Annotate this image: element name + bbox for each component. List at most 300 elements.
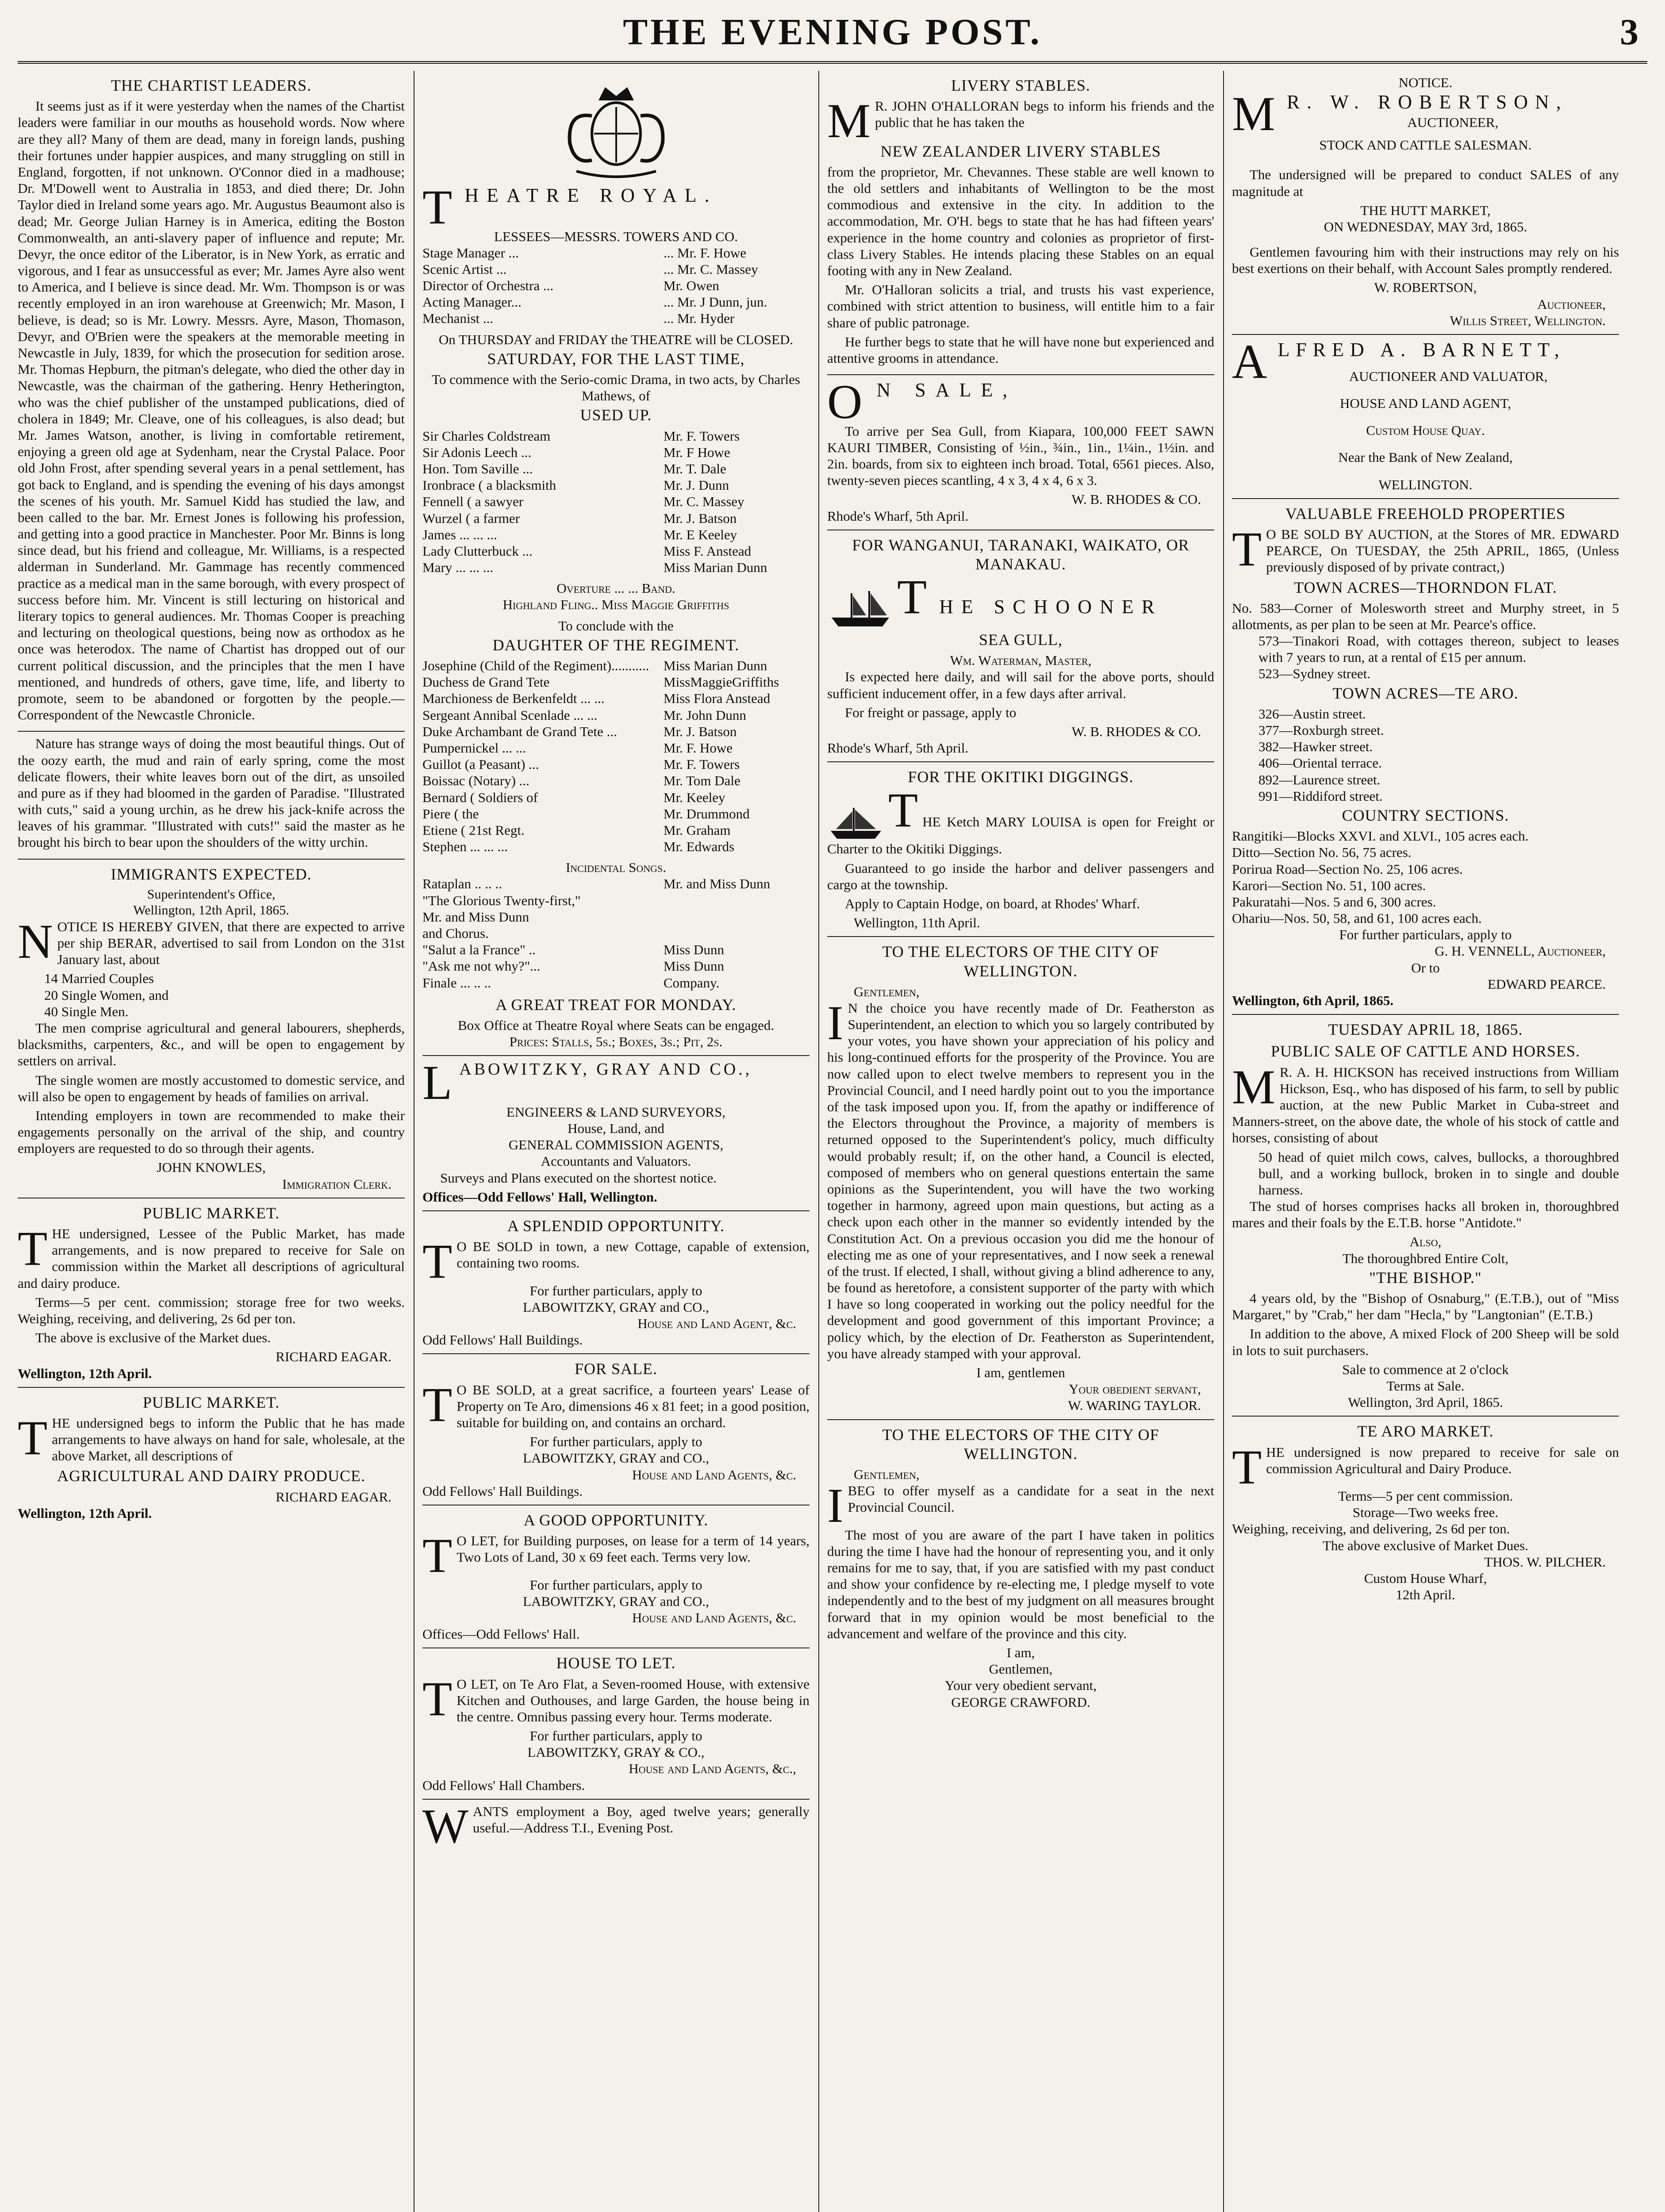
name-cell: ... Mr. C. Massey: [664, 261, 758, 277]
ad-text: For further particulars, apply to: [529, 1434, 702, 1450]
ad-closing: Gentlemen,: [989, 1661, 1053, 1677]
ad-subheading: A GREAT TREAT FOR MONDAY.: [495, 995, 737, 1014]
role-cell: Bernard ( Soldiers of: [422, 789, 538, 805]
ad-heading: IMMIGRANTS EXPECTED.: [111, 865, 312, 883]
ad-heading: HE SCHOONER: [939, 596, 1162, 618]
ad-big-text: AGRICULTURAL AND DAIRY PRODUCE.: [57, 1467, 366, 1485]
article-chartist-leaders: [18, 71, 405, 732]
article-body: It seems just as if it were yesterday when the names of the Chartist leaders were familiar in our mouths as household words. Now where are they all? Many of them are dead, many in foreign lands, pushing their fortunes under happier auspices, and many struggling on still in England, forgotten, if not unknown. O'Connor died in a madhouse; Dr. M'Dowell went to Australia in 1853, and died there; Dr. John Taylor died in Ireland some years ago. Mr. Augustus Beaumont also is dead; Mr. George Julian Harney is in America, editing the Boston Commonwealth, an anti-slavery paper of influence and repute; Mr. Devyr, the once editor of the Liberator, is in New York, as erratic and vigorous, and I fear as unsuccessful as ever; Mr. James Ayre also went to America, and I believe is since dead. Mr. Wm. Thompson is or was recently employed in an iron warehouse at Greenwich; Mr. Mason, I believe, is dead; so is Mr. Lowry. Messrs. Ayre, Mason, Thomason, Devyr, and O'Brien were the speakers at the memorable meeting in Newcastle in July, 1839, for which the prosecution for sedition arose. Mr. Thomas Hepburn, the pitman's delegate, who died the other day in Newcastle, was the chairman of the gathering. Henry Hetherington, who was the chief publisher of the unstamped publications, died of cholera in 1849; Mr. Cleave, one of his colleagues, is also dead; but Mr. James Watson, another, is living in comfortable retirement, enjoying a green old age at Sydenham, near the Crystal Palace. Poor old John Frost, after spending several years in a penal settlement, has got back to England, and is spending the evening of his days amongst the scenes of his youth. Mr. Samuel Kidd has studied the law, and been called to the bar. Mr. Ernest Jones is following his profession, and getting into a good practice in Manchester. Poor Mr. Binns is long since dead, but his friend and colleague, Mr. Williams, is a respected alderman in Sunderland. Mr. Gammage has recently commenced practice as a medical man in the same borough, with every prospect of success before him. Mr. Vincent is still lecturing on historical and literary topics to general audiences. Mr. Thomas Cooper is preaching and lecturing on theological questions, being now as orthodox as he once was heterodox. The name of Chartist has dropped out of our current political discussion, and the principles that the men I have mentioned, and hundreds of others, gave time, life, and liberty to promote, seem to be abandoned or forgotten by the people.—Correspondent of the Newcastle Chronicle.: [18, 98, 405, 723]
drop-cap: I: [827, 1479, 844, 1533]
ad-text: Guaranteed to go inside the harbor and deliver passengers and cargo at the township.: [827, 860, 1214, 892]
ad-body: ANTS employment a Boy, aged twelve years; generally useful.—Address T.I., Evening Post.: [472, 1803, 809, 1836]
column-divider: [1223, 71, 1224, 2212]
list-item: Karori—Section No. 51, 100 acres.: [1232, 877, 1426, 893]
ad-text: WELLINGTON.: [1378, 476, 1473, 492]
drop-cap: T: [897, 570, 935, 624]
name-cell: Mr. Edwards: [664, 839, 735, 855]
ad-livery-stables: [827, 71, 1214, 375]
role-cell: Piere ( the: [422, 806, 479, 822]
ad-text: STOCK AND CATTLE SALESMAN.: [1319, 137, 1532, 153]
role-cell: Rataplan .. .. ..: [422, 876, 502, 892]
ad-robertson: [1232, 71, 1619, 335]
table-row: [422, 707, 809, 723]
drop-cap: N: [18, 914, 53, 968]
table-row: [422, 723, 809, 740]
newspaper-title: THE EVENING POST.: [623, 12, 1042, 53]
ad-body: The most of you are aware of the part I have taken in politics during the time I have had the honour of representing you, and it only remains for me to say, that, if you are satisfied with my past conduct and show your confidence by re-electing me, I pledge myself to vote independently and to the best of my judgment on all measures brought forward that in my opinion would be most beneficial to the advancement and welfare of the province and this city.: [827, 1527, 1214, 1641]
name-cell: Mr. T. Dale: [664, 461, 726, 476]
ad-heading: LIVERY STABLES.: [951, 77, 1090, 94]
ad-text: Apply to Captain Hodge, on board, at Rhodes' Wharf.: [845, 895, 1140, 911]
ad-body: HE Ketch MARY LOUISA is open for Freight or Charter to the Okitiki Diggings.: [827, 814, 1214, 857]
role-cell: Pumpernickel ... ...: [422, 740, 526, 756]
table-row: [422, 657, 809, 674]
list-item: 406—Oriental terrace.: [1258, 755, 1382, 771]
role-cell: Lady Clutterbuck ...: [422, 543, 533, 559]
ad-body: Mr. O'Halloran solicits a trial, and trusts his vast experience, combined with strict attention to business, will entitle him to a fair share of public patronage.: [827, 282, 1214, 330]
table-row: [422, 310, 809, 326]
ad-heading: PUBLIC SALE OF CATTLE AND HORSES.: [1270, 1042, 1581, 1060]
column-2: [422, 71, 809, 2212]
ad-text: Accountants and Valuators.: [541, 1153, 691, 1169]
table-row: [422, 543, 809, 559]
ad-on-sale: [827, 375, 1214, 530]
name-cell: Miss Flora Anstead: [664, 691, 771, 707]
ad-heading: A GOOD OPPORTUNITY.: [523, 1511, 709, 1529]
ad-text: House, Land, and: [568, 1121, 664, 1136]
role-cell: Director of Orchestra ...: [422, 278, 554, 294]
ad-note: The above is exclusive of the Market dues.: [35, 1330, 271, 1346]
table-row: [422, 493, 809, 510]
ad-office: Odd Fellows' Hall Buildings.: [422, 1332, 583, 1348]
ad-lessees: LESSEES—MESSRS. TOWERS AND CO.: [494, 228, 738, 244]
table-row: [422, 806, 809, 822]
ad-firm: House and Land Agents, &c.: [632, 1467, 796, 1482]
ad-body: Gentlemen favouring him with their instructions may rely on his best exertions on their behalf, with Account Sales promptly rendered.: [1232, 244, 1619, 276]
ad-text: To conclude with the: [558, 618, 674, 634]
ad-body: O LET, for Building purposes, on lease for a term of 14 years, Two Lots of Land, 30 x 69 feet each. Terms very low.: [457, 1533, 809, 1565]
drop-cap: T: [1232, 522, 1262, 576]
ad-text: Box Office at Theatre Royal where Seats can be engaged.: [457, 1017, 774, 1033]
ad-okitiki: [827, 762, 1214, 937]
name-cell: ... Mr. J Dunn, jun.: [664, 294, 767, 310]
ad-heading: FOR WANGANUI, TARANAKI, WAIKATO, OR MANAKAU.: [852, 536, 1189, 573]
name-cell: Mr. J. Batson: [664, 510, 737, 526]
ad-text: Weighing, receiving, and delivering, 2s 6d per ton.: [1232, 1521, 1510, 1537]
table-row: [422, 444, 809, 461]
ad-body: BEG to offer myself as a candidate for a seat in the next Provincial Council.: [848, 1483, 1214, 1515]
ad-heading: A SPLENDID OPPORTUNITY.: [507, 1217, 725, 1235]
song-list: [422, 876, 809, 991]
ad-text: Highland Fling.. Miss Maggie Griffiths: [503, 597, 729, 613]
ad-body: He further begs to state that he will have none but experienced and attentive grooms in attendance.: [827, 334, 1214, 366]
ad-text: Also,: [1409, 1234, 1442, 1250]
ad-freehold-properties: [1232, 499, 1619, 1015]
ad-date: 12th April.: [1396, 1587, 1455, 1603]
ad-firm: LABOWITZKY, GRAY and CO.,: [523, 1593, 709, 1609]
table-row: [422, 756, 809, 772]
drop-cap: L: [422, 1056, 455, 1110]
signer: GEORGE CRAWFORD.: [951, 1694, 1090, 1710]
name-cell: Mr. J. Dunn: [664, 477, 729, 493]
ad-firm: House and Land Agents, &c.: [632, 1609, 796, 1625]
role-cell: "Ask me not why?"...: [422, 958, 541, 974]
ad-text: For further particulars, apply to: [529, 1577, 702, 1593]
name-cell: [664, 909, 809, 925]
list-item: 573—Tinakori Road, with cottages thereon, subject to leases with 7 years to run, at a rental of £15 per annum.: [1258, 633, 1619, 665]
signer: G. H. VENNELL, Auctioneer,: [1435, 943, 1606, 959]
name-cell: Miss Dunn: [664, 958, 724, 974]
ad-electors-crawford: [827, 1420, 1214, 1716]
role-cell: Duchess de Grand Tete: [422, 674, 550, 690]
ad-office: Odd Fellows' Hall Chambers.: [422, 1777, 585, 1793]
ad-body: HE undersigned begs to inform the Public that he has made arrangements to have always on hand for sale, wholesale, at the above Market, all descriptions of: [52, 1415, 405, 1464]
drop-cap: T: [1232, 1440, 1262, 1494]
ad-date: Rhode's Wharf, 5th April.: [827, 508, 969, 524]
signer: THOS. W. PILCHER.: [1484, 1554, 1606, 1570]
drop-cap: I: [827, 995, 844, 1050]
table-row: [422, 277, 809, 294]
list-item: Pakuratahi—Nos. 5 and 6, 300 acres.: [1232, 894, 1436, 910]
role-cell: Marchioness de Berkenfeldt ... ...: [422, 691, 605, 707]
name-cell: Mr. Tom Dale: [664, 773, 740, 789]
ad-cattle-sale: [1232, 1015, 1619, 1417]
ad-body: Is expected here daily, and will sail for the above ports, should sufficient inducement offer, in a few days after arrival.: [827, 669, 1214, 701]
ad-text: The thoroughbred Entire Colt,: [1342, 1250, 1509, 1266]
name-cell: Mr. J. Batson: [664, 723, 737, 739]
ad-house-to-let: [422, 1648, 809, 1800]
ad-wants-employment: [422, 1799, 809, 1853]
masthead: [0, 0, 1665, 66]
signer: JOHN KNOWLES,: [157, 1160, 266, 1175]
ad-text: Overture ... ... Band.: [556, 580, 675, 596]
ad-body: R. A. H. HICKSON has received instructions from William Hickson, Esq., who has disposed of his farm, to sell by public auction, at the new Public Market in Cuba-street and Manners-street, on the above date, the whole of his stock of cattle and horses, consisting of about: [1232, 1064, 1619, 1146]
ad-heading: R. W. ROBERTSON,: [1286, 91, 1568, 113]
list-item: 892—Laurence street.: [1258, 772, 1381, 787]
name-cell: Miss Dunn: [664, 942, 724, 958]
drop-cap: A: [1232, 334, 1274, 389]
drop-cap: M: [1232, 1060, 1275, 1114]
ad-splendid-opportunity: [422, 1211, 809, 1354]
role-cell: and Chorus.: [422, 926, 489, 941]
list-item: Ohariu—Nos. 50, 58, and 61, 100 acres each.: [1232, 910, 1482, 926]
ketch-ship-icon: [827, 805, 885, 841]
ad-text: 50 head of quiet milch cows, calves, bullocks, a thoroughbred bull, and a working bullock, broken in to single and double harness.: [1258, 1149, 1619, 1198]
role-cell: Mr. and Miss Dunn: [422, 909, 529, 925]
list-item: 523—Sydney street.: [1258, 666, 1371, 682]
table-row: [422, 294, 809, 310]
name-cell: Mr. F. Towers: [664, 757, 740, 772]
ad-theatre-royal: [422, 71, 809, 1056]
ad-body: O BE SOLD, at a great sacrifice, a fourteen years' Lease of Property on Te Aro, dimensions 46 x 81 feet; in a good position, suitable for building on, and contains an orchard.: [457, 1382, 809, 1430]
column-3: [827, 71, 1214, 2212]
drop-cap: M: [827, 94, 871, 148]
name-cell: Company.: [664, 975, 720, 991]
ad-immigrants: [18, 860, 405, 1198]
masthead-rule: [18, 61, 1647, 64]
ad-firm: LABOWITZKY, GRAY and CO.,: [523, 1450, 709, 1466]
ad-heading: PUBLIC MARKET.: [142, 1204, 280, 1222]
name-cell: MissMaggieGriffiths: [664, 674, 779, 690]
ad-text: Terms—5 per cent commission.: [1338, 1488, 1513, 1504]
list-item: 40 Single Men.: [44, 1003, 129, 1019]
list-item: Rangitiki—Blocks XXVI. and XLVI., 105 acres each.: [1232, 828, 1529, 844]
ad-text: Surveys and Plans executed on the shortest notice.: [440, 1170, 717, 1186]
column-4: [1232, 71, 1619, 2212]
royal-crest-icon: [550, 76, 683, 182]
ad-heading: LFRED A. BARNETT,: [1278, 339, 1565, 361]
role-cell: Finale ... .. ..: [422, 975, 491, 991]
table-row: [422, 876, 809, 892]
role-cell: Guillot (a Peasant) ...: [422, 757, 539, 772]
ad-text: Custom House Quay.: [1366, 422, 1485, 438]
ad-body: The single women are mostly accustomed to domestic service, and will also be open to engagement by heads of families on arrival.: [18, 1072, 405, 1104]
signer: W. WARING TAYLOR.: [1068, 1398, 1201, 1413]
ad-body: HE undersigned is now prepared to receive for sale on commission Agricultural and Dairy Produce.: [1266, 1444, 1619, 1476]
drop-cap: T: [422, 1377, 453, 1432]
column-divider: [818, 71, 819, 2212]
ad-text: AUCTIONEER,: [1407, 114, 1499, 130]
ad-heading: PUBLIC MARKET.: [142, 1393, 280, 1411]
ad-wanganui: [827, 530, 1214, 763]
ad-for-sale: [422, 1354, 809, 1505]
table-row: [422, 822, 809, 838]
ad-heading: FOR THE OKITIKI DIGGINGS.: [908, 768, 1134, 786]
table-row: [422, 789, 809, 806]
ad-heading: N SALE,: [876, 379, 1017, 401]
drop-cap: W: [422, 1799, 468, 1853]
list-item: 382—Hawker street.: [1258, 739, 1373, 755]
article-body: Nature has strange ways of doing the most beautiful things. Out of the oozy earth, the mud and rain of early spring, come the most delicate flowers, their white leaves born out of the dirt, as unsoiled and pure as if they had bloomed in the garden of Paradise. "Illustrated with cuts," said a young urchin, as he drew his jack-knife across the leaves of his grammar. "Illustrated with cuts!" said the master as he brought his birch to bear upon the shoulders of the witty urchin.: [18, 736, 405, 850]
ad-heading: HEATRE ROYAL.: [464, 184, 717, 206]
name-cell: Mr. John Dunn: [664, 707, 746, 723]
list-item: Porirua Road—Section No. 25, 106 acres.: [1232, 861, 1463, 877]
table-row: [422, 526, 809, 543]
name-cell: Mr. and Miss Dunn: [664, 876, 771, 892]
ad-labowitzky: [422, 1056, 809, 1211]
list-item: 991—Riddiford street.: [1258, 788, 1383, 804]
table-row: [422, 428, 809, 444]
staff-list: [422, 245, 809, 327]
ad-firm: LABOWITZKY, GRAY & CO.,: [527, 1744, 705, 1760]
name-cell: Mr. F Howe: [664, 444, 730, 460]
role-cell: Ironbrace ( a blacksmith: [422, 477, 556, 493]
drop-cap: T: [18, 1410, 48, 1465]
ad-office: Superintendent's Office,: [147, 887, 276, 902]
ad-subheading: SATURDAY, FOR THE LAST TIME,: [487, 349, 745, 368]
ad-public-market-1: [18, 1198, 405, 1388]
role-cell: Etiene ( 21st Regt.: [422, 822, 525, 838]
ad-firm: House and Land Agents, &c.,: [629, 1761, 796, 1777]
signer-title: Immigration Clerk.: [282, 1176, 391, 1192]
article-nature: [18, 732, 405, 859]
ad-heading: ABOWITZKY, GRAY AND CO.,: [459, 1060, 752, 1079]
signer: Willis Street, Wellington.: [1450, 312, 1606, 328]
ad-subheading: NEW ZEALANDER LIVERY STABLES: [880, 142, 1161, 160]
ad-date: Wellington, 11th April.: [854, 915, 980, 931]
ad-good-opportunity: [422, 1505, 809, 1648]
list-item: No. 583—Corner of Molesworth street and Murphy street, in 5 allotments, as per plan to be seen at Mr. Pearce's office.: [1232, 600, 1619, 632]
ad-body: R. JOHN O'HALLORAN begs to inform his friends and the public that he has taken the: [875, 98, 1214, 131]
ad-text: For further particulars, apply to: [529, 1728, 702, 1744]
drop-cap: M: [1232, 87, 1282, 141]
ad-date: Wellington, 12th April.: [18, 1505, 152, 1521]
table-row: [422, 690, 809, 707]
ad-text: AUCTIONEER AND VALUATOR,: [1349, 368, 1548, 384]
ad-text: THE HUTT MARKET,: [1360, 202, 1491, 218]
role-cell: Sergeant Annibal Scenlade ... ...: [422, 707, 598, 723]
drop-cap: O: [827, 375, 872, 429]
ad-body: N the choice you have recently made of Dr. Featherston as Superintendent, an election to which you so largely contributed by your votes, you have shown your appreciation of his policy and his long-continued efforts for the prosperity of the Province. You are now called upon to elect twelve members to represent you in the Provincial Council, and I need hardly point out to you the importance of the task imposed upon you. If, from the apathy or indifference of the Electors throughout the Province, a majority of members is returned opposed to the Superintendent's policy, much difficulty would probably result; if, on the other hand, a Council is elected, composed of members who on general questions entertain the same opinions as the Superintendent, you will have the two working together in harmony, agreed upon main questions, but acting as a check upon each other in the manner so evidently intended by the Constitution Act. On a previous occasion you did me the honour of electing me as one of your representatives, and I now seek a renewal of the trust. If elected, I shall, without giving a blind adherence to any, be found as heretofore, a consistent supporter of the party with which I have so long cooperated in working out the policy needful for the development and good government of this important Province; a policy which, by the election of Dr. Featherston as Superintendent, you have already stamped with your approval.: [827, 1000, 1214, 1361]
table-row: [422, 958, 809, 974]
ad-text: The above exclusive of Market Dues.: [1323, 1537, 1528, 1553]
table-row: [422, 674, 809, 690]
name-cell: Mr. Keeley: [664, 789, 725, 805]
drop-cap: T: [888, 783, 918, 837]
table-row: [422, 461, 809, 477]
ad-date: Rhode's Wharf, 5th April.: [827, 740, 969, 756]
ad-closing: I am,: [1006, 1644, 1035, 1660]
ad-body: O LET, on Te Aro Flat, a Seven-roomed House, with extensive Kitchen and Outhouses, and large Garden, the house being in the centre. Omnibus passing every hour. Terms moderate.: [457, 1676, 809, 1724]
ad-text: The stud of horses comprises hacks all broken in, thoroughbred mares and their foals by the E.T.B. horse "Antidote.": [1232, 1198, 1619, 1231]
role-cell: Mechanist ...: [422, 311, 494, 326]
ad-terms: Terms—5 per cent. commission; storage free for two weeks. Weighing, receiving, and delivering, 2s 6d per ton.: [18, 1294, 405, 1326]
ad-text: HOUSE AND LAND AGENT,: [1340, 396, 1511, 411]
drop-cap: T: [422, 1528, 453, 1583]
list-item: Ditto—Section No. 56, 75 acres.: [1232, 845, 1412, 860]
ad-heading: TE ARO MARKET.: [1357, 1422, 1494, 1440]
ad-text: To commence with the Serio-comic Drama, in two acts, by Charles Mathews, of: [432, 372, 800, 404]
signer: W. B. RHODES & CO.: [1071, 723, 1201, 739]
name-cell: Mr. Owen: [664, 278, 719, 294]
ad-text: Custom House Wharf,: [1364, 1570, 1487, 1586]
ad-te-aro-market: [1232, 1417, 1619, 1608]
ad-text: In addition to the above, A mixed Flock of 200 Sheep will be sold in lots to suit purchasers.: [1232, 1326, 1619, 1358]
ad-date: ON WEDNESDAY, MAY 3rd, 1865.: [1324, 219, 1527, 234]
ad-text: Storage—Two weeks free.: [1352, 1505, 1499, 1521]
name-cell: ... Mr. Hyder: [664, 311, 735, 326]
table-row: [422, 261, 809, 277]
ad-notice: NOTICE.: [1398, 75, 1453, 90]
ad-heading: FOR SALE.: [574, 1360, 658, 1378]
ad-text: Terms at Sale.: [1386, 1378, 1465, 1394]
ad-office: Offices—Odd Fellows' Hall, Wellington.: [422, 1189, 657, 1205]
role-cell: Boissac (Notary) ...: [422, 773, 529, 789]
role-cell: Sir Charles Coldstream: [422, 428, 551, 444]
ad-body: Intending employers in town are recommended to make their engagements personally on the arrival of the ship, and country employers are requested to do so through their agents.: [18, 1107, 405, 1156]
column-1: [18, 71, 405, 2212]
play-title: USED UP.: [580, 406, 652, 424]
drop-cap: T: [422, 1671, 453, 1726]
table-row: [422, 772, 809, 789]
ad-body: O BE SOLD BY AUCTION, at the Stores of MR. EDWARD PEARCE, On TUESDAY, the 25th APRIL, 1865, (Unless previously disposed of by private contract,): [1266, 526, 1619, 575]
ad-closing: Your very obedient servant,: [945, 1678, 1097, 1694]
role-cell: James ... ... ...: [422, 526, 497, 542]
role-cell: Fennell ( a sawyer: [422, 494, 524, 510]
ad-prices: Prices: Stalls, 5s.; Boxes, 3s.; Pit, 2s.: [509, 1034, 723, 1050]
table-row: [422, 245, 809, 261]
name-cell: Miss Marian Dunn: [664, 560, 767, 576]
page-number: 3: [1620, 12, 1638, 53]
table-row: [422, 477, 809, 493]
cast-list: [422, 428, 809, 576]
ship-name: SEA GULL,: [979, 631, 1063, 649]
ad-heading: TO THE ELECTORS OF THE CITY OF WELLINGTON.: [882, 943, 1159, 980]
name-cell: Mr. Drummond: [664, 806, 750, 822]
role-cell: "The Glorious Twenty-first,": [422, 892, 581, 908]
ad-heading: TO THE ELECTORS OF THE CITY OF WELLINGTON.: [882, 1425, 1159, 1463]
signer: W. B. RHODES & CO.: [1071, 492, 1201, 507]
ad-date: Wellington, 3rd April, 1865.: [1348, 1394, 1503, 1410]
table-row: [422, 892, 809, 909]
ad-body: The undersigned will be prepared to conduct SALES of any magnitude at: [1232, 167, 1619, 199]
ad-body: O BE SOLD in town, a new Cottage, capable of extension, containing two rooms.: [457, 1239, 809, 1271]
ad-text: Near the Bank of New Zealand,: [1338, 449, 1513, 465]
ad-text: Or to: [1411, 960, 1440, 975]
ad-barnett: [1232, 335, 1619, 499]
name-cell: ... Mr. F. Howe: [664, 245, 746, 261]
role-cell: Stage Manager ...: [422, 245, 519, 261]
signer: W. ROBERTSON,: [1374, 280, 1477, 296]
ad-subheading: COUNTRY SECTIONS.: [1342, 806, 1509, 824]
signer: EDWARD PEARCE.: [1488, 976, 1606, 992]
ad-body: To arrive per Sea Gull, from Kiapara, 100,000 FEET SAWN KAURI TIMBER, Consisting of ½in., ¾in., 1in., 1¼in., 1½in. and 2in. boards, from six to eighteen inch broad. Total, 6561 pieces. Also, twenty-seven pieces scantling, 4 x 3, 4 x 4, 6 x 3.: [827, 423, 1214, 488]
ship-master: Wm. Waterman, Master,: [950, 653, 1092, 668]
list-item: 20 Single Women, and: [44, 987, 169, 1003]
ad-greeting: Gentlemen,: [854, 1466, 920, 1482]
ad-firm: LABOWITZKY, GRAY and CO.,: [523, 1299, 709, 1315]
ad-closing: I am, gentlemen: [976, 1365, 1065, 1381]
table-row: [422, 925, 809, 941]
ad-text: 4 years old, by the "Bishop of Osnaburg," (E.T.B.), out of "Miss Margaret," by "Crab," her dam "Hecla," by "Langtonian" (E.T.B.): [1232, 1290, 1619, 1323]
play-title: DAUGHTER OF THE REGIMENT.: [492, 636, 740, 654]
signer: RICHARD EAGAR.: [276, 1349, 391, 1365]
role-cell: Hon. Tom Saville ...: [422, 461, 533, 476]
ad-text: For further particulars, apply to: [1339, 927, 1512, 943]
name-cell: Mr. E Keeley: [664, 526, 737, 542]
list-item: 326—Austin street.: [1258, 706, 1366, 722]
table-row: [422, 559, 809, 576]
drop-cap: T: [422, 180, 460, 234]
name-cell: Miss Marian Dunn: [664, 658, 767, 673]
ad-date: Wellington, 12th April, 1865.: [133, 902, 289, 918]
role-cell: Mary ... ... ...: [422, 560, 494, 576]
ad-electors-taylor: [827, 937, 1214, 1420]
ad-body: HE undersigned, Lessee of the Public Market, has made arrangements, and is now prepared to receive for Sale on commission within the Market all descriptions of agricultural and dairy produce.: [18, 1226, 405, 1291]
horse-name: "THE BISHOP.": [1369, 1268, 1482, 1286]
ad-firm: House and Land Agent, &c.: [637, 1316, 796, 1331]
ad-text: Sale to commence at 2 o'clock: [1342, 1361, 1509, 1377]
name-cell: Mr. C. Massey: [664, 494, 744, 510]
name-cell: Miss F. Anstead: [664, 543, 752, 559]
ad-public-market-2: [18, 1388, 405, 1527]
ad-office: Odd Fellows' Hall Buildings.: [422, 1483, 583, 1499]
signer: RICHARD EAGAR.: [276, 1489, 391, 1505]
ad-text: For further particulars, apply to: [529, 1283, 702, 1298]
ad-text: Incidental Songs.: [565, 860, 667, 876]
role-cell: Stephen ... ... ...: [422, 839, 508, 855]
ad-text: ENGINEERS & LAND SURVEYORS,: [506, 1104, 726, 1120]
article-heading: THE CHARTIST LEADERS.: [111, 77, 312, 94]
ad-date: Wellington, 6th April, 1865.: [1232, 993, 1394, 1009]
ad-subheading: TOWN ACRES—TE ARO.: [1332, 684, 1519, 702]
signer: Auctioneer,: [1537, 296, 1606, 312]
ad-greeting: Gentlemen,: [854, 983, 920, 999]
list-item: 377—Roxburgh street.: [1258, 722, 1384, 738]
ad-closing: Your obedient servant,: [1069, 1381, 1201, 1397]
ad-date: Wellington, 12th April.: [18, 1365, 152, 1381]
ad-body: from the proprietor, Mr. Chevannes. These stable are well known to the old settlers and inhabitants of Wellington to be the most commodious and extensive in the city. In addition to the accommodation, Mr. O'H. begs to state that he has had fifteen years' experience in the home country and colonies as proprietor of first-class Livery Stables. He intends placing these Stables on an equal footing with any in New Zealand.: [827, 164, 1214, 278]
